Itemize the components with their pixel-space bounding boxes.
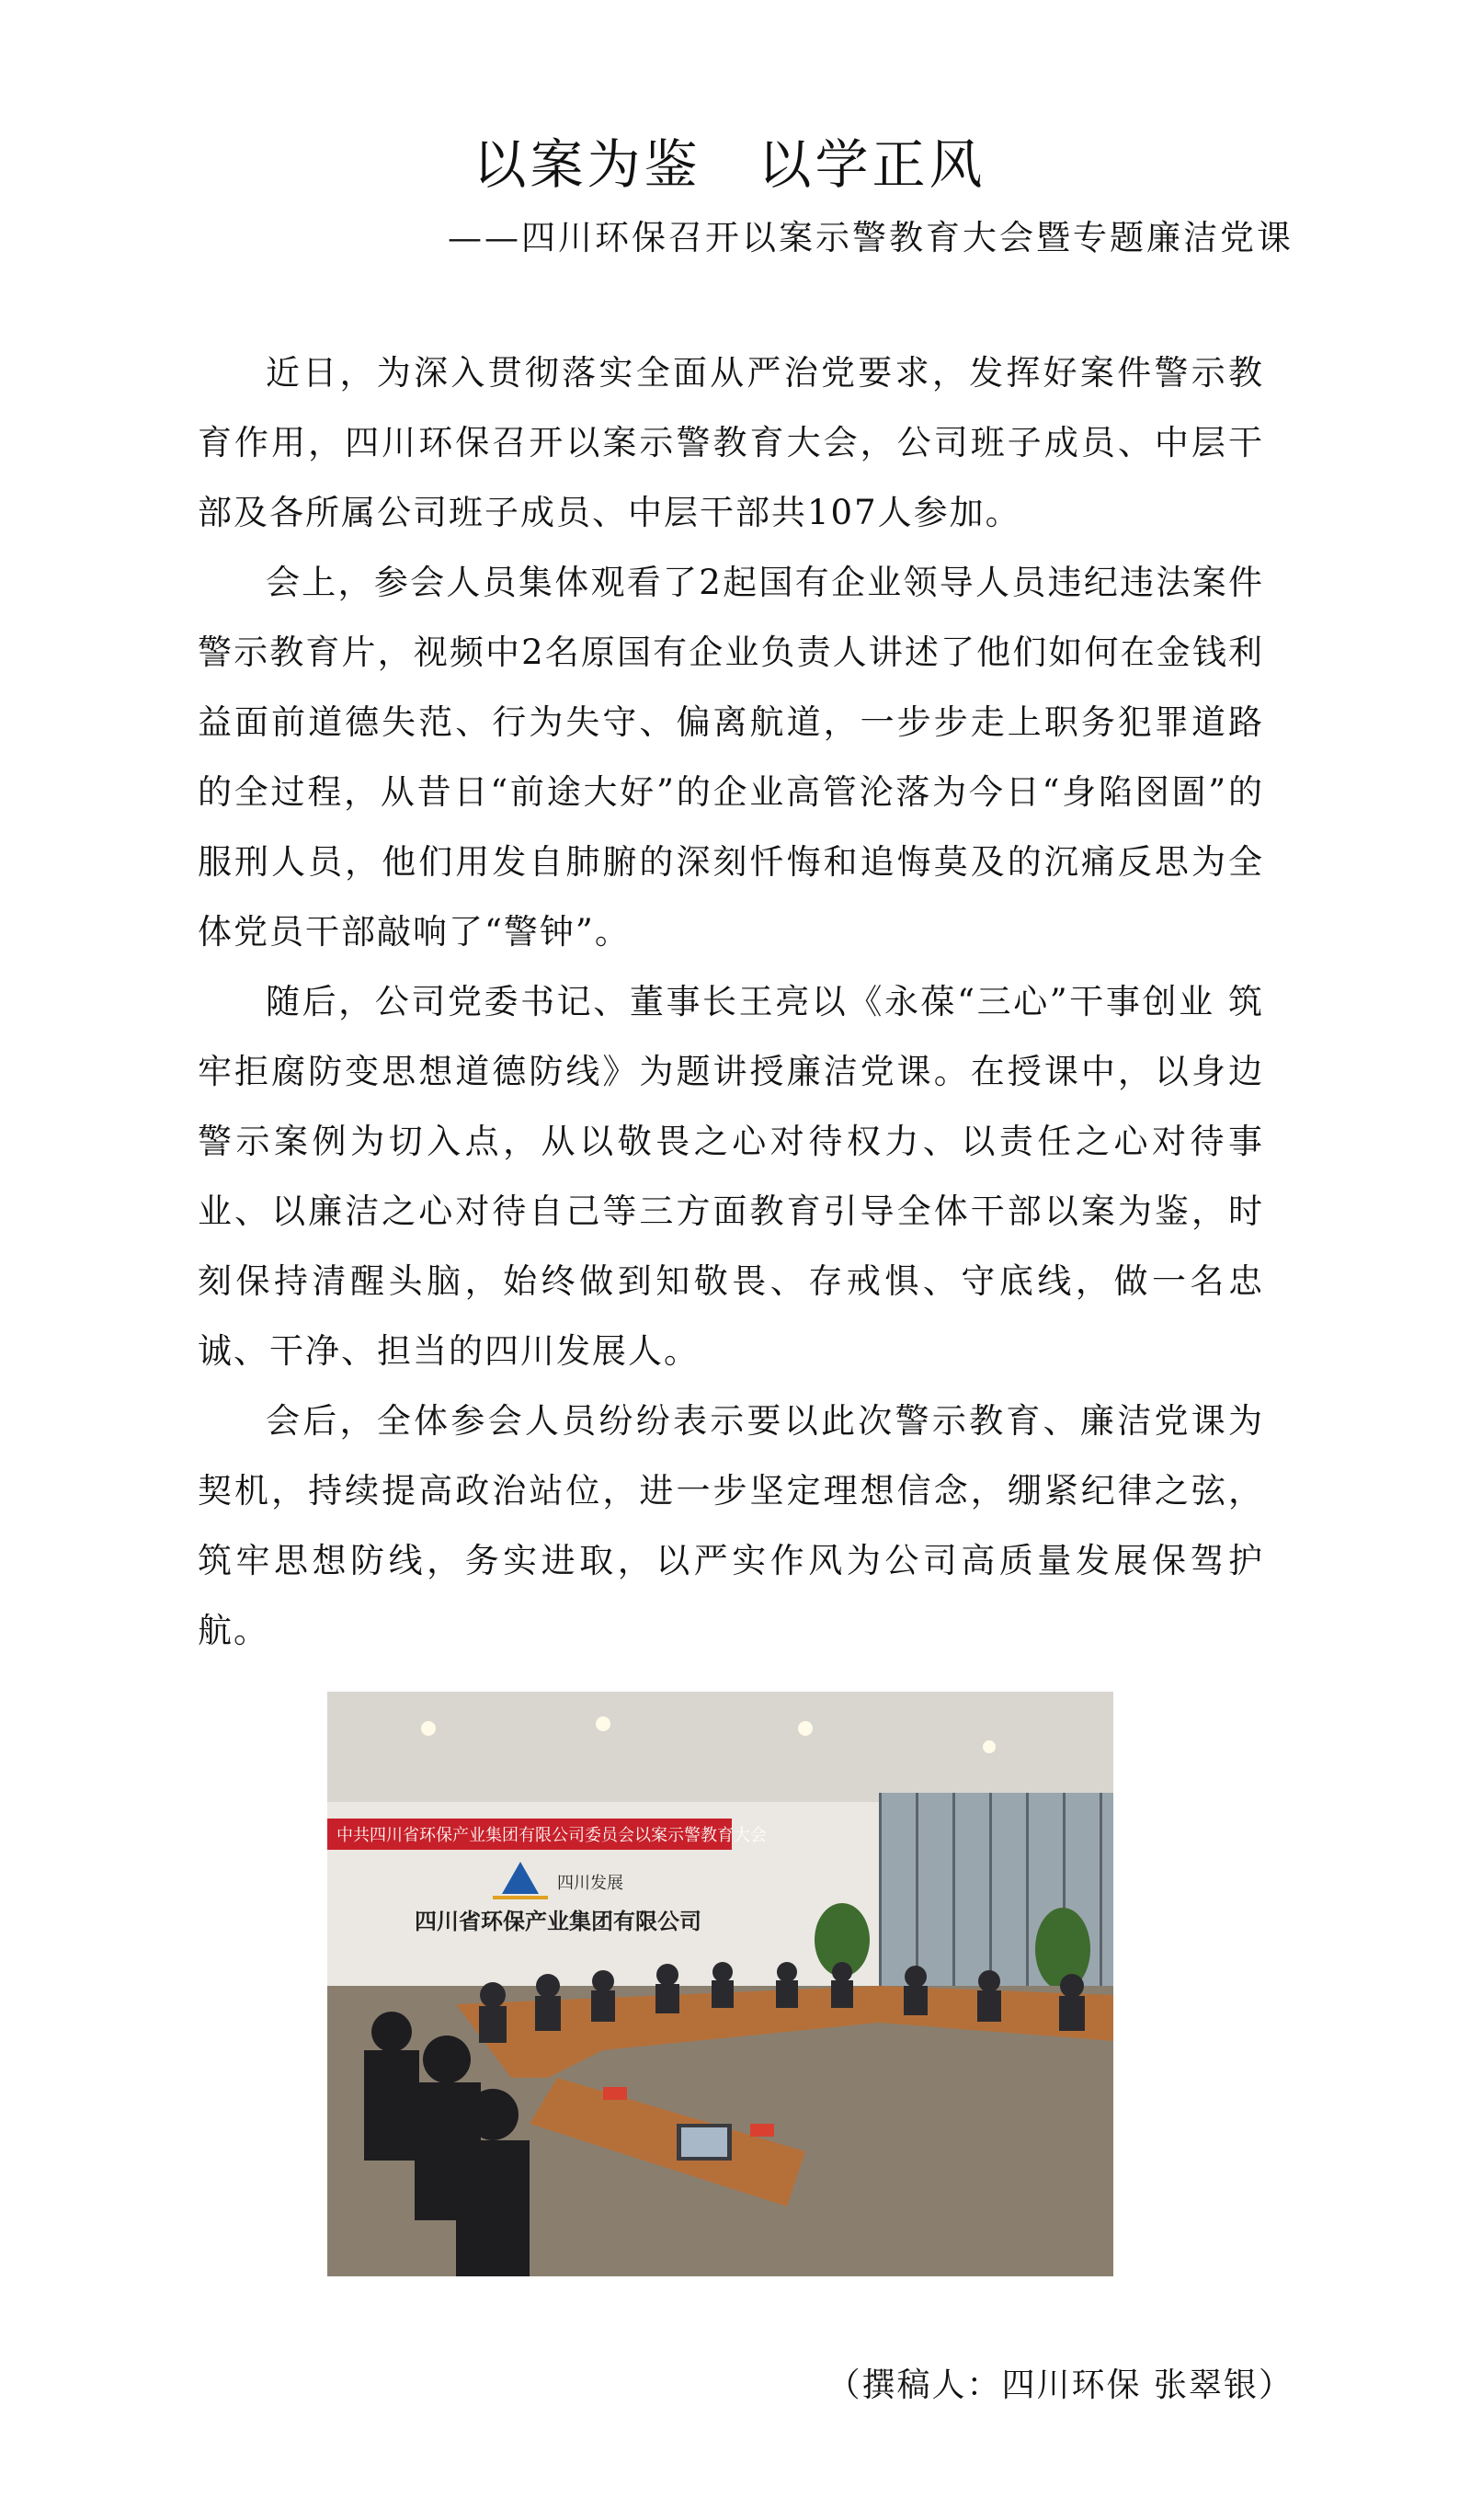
article-subtitle: ——四川环保召开以案示警教育大会暨专题廉洁党课 [448, 218, 1294, 257]
logo-small-text: 四川发展 [557, 1874, 623, 1893]
paragraph-4: 会后，全体参会人员纷纷表示要以此次警示教育、廉洁党课为契机，持续提高政治站位，进一步坚定理想信念，绷紧纪律之弦，筑牢思想防线，务实进取，以严实作风为公司高质量发展保驾护航。 [198, 1401, 1264, 1650]
banner-text: 中共四川省环保产业集团有限公司委员会以案示警教育大会 [336, 1826, 767, 1845]
company-name-text: 四川省环保产业集团有限公司 [415, 1909, 701, 1934]
meeting-photo [327, 1692, 1113, 2276]
paragraph-3: 随后，公司党委书记、董事长王亮以《永葆“三心”干事创业 筑牢拒腐防变思想道德防线》为题讲授廉洁党课。在授课中，以身边警示案例为切入点，从以敬畏之心对待权力、以责任之心对待事业、以廉洁之心对待自己等三方面教育引导全体干部以案为鉴，时刻保持清醒头脑，始终做到知敬畏、存戒惧、守底线，做一名忠诚、干净、担当的四川发展人。 [198, 982, 1264, 1371]
paragraph-2: 会上，参会人员集体观看了2起国有企业领导人员违纪违法案件警示教育片，视频中2名原国有企业负责人讲述了他们如何在金钱利益面前道德失范、行为失守、偏离航道，一步步走上职务犯罪道路的全过程，从昔日“前途大好”的企业高管沦落为今日“身陷囹圄”的服刑人员，他们用发自肺腑的深刻忏悔和追悔莫及的沉痛反思为全体党员干部敲响了“警钟”。 [198, 563, 1264, 952]
paragraph-1: 近日，为深入贯彻落实全面从严治党要求，发挥好案件警示教育作用，四川环保召开以案示警教育大会，公司班子成员、中层干部及各所属公司班子成员、中层干部共107人参加。 [198, 353, 1264, 532]
author-byline: （撰稿人：四川环保 张翠银） [826, 2366, 1294, 2404]
article-body [198, 338, 1264, 1666]
article-title: 以案为鉴 以学正风 [473, 133, 986, 196]
